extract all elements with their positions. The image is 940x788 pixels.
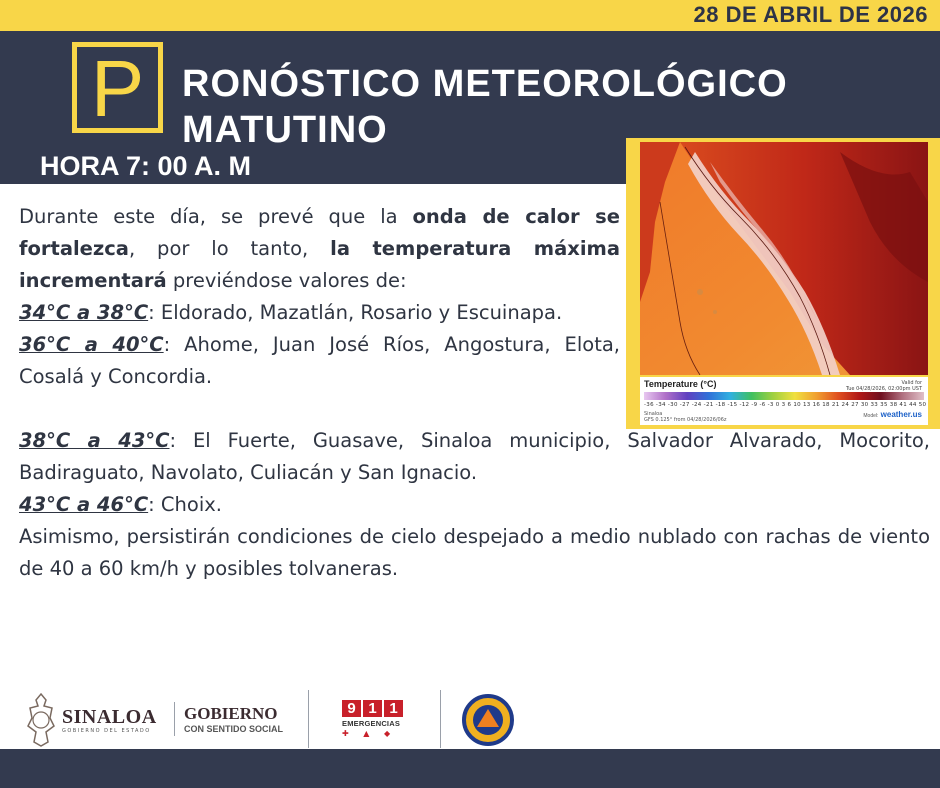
range-places-0: : Eldorado, Mazatlán, Rosario y Escuinapa. [148, 301, 563, 324]
e911-digit: 1 [363, 700, 382, 717]
proteccion-civil-icon [462, 694, 514, 746]
range-item-2 [19, 425, 930, 489]
e911-digit: 1 [384, 700, 403, 717]
title-line-2: MATUTINO [182, 109, 388, 151]
map-region: Sinaloa [644, 411, 663, 417]
date-bar [0, 0, 940, 31]
e911-label: EMERGENCIAS [342, 719, 401, 728]
map-legend [640, 377, 928, 425]
map-model-label: Model: [863, 413, 879, 419]
range-label-1: 36°C a 40°C [19, 333, 164, 356]
range-item-0 [19, 297, 620, 329]
intro-text-2: , por lo tanto, [128, 237, 331, 260]
range-places-2: : El Fuerte, Guasave, Sinaloa municipio, Salvador Alvarado, Mocorito, Badiraguato, Navolato, Culiacán y San Ignacio. [19, 429, 930, 484]
footer-band [0, 749, 940, 788]
forecast-hour: HORA 7: 00 A. M [40, 151, 252, 181]
forecast-body [19, 201, 620, 393]
date-label: 28 DE ABRIL DE 2026 [693, 2, 928, 27]
map-brand-name: weather.us [880, 410, 922, 419]
map-model-run: GFS 0.125° from 04/28/2026/06z [644, 417, 727, 423]
sinaloa-logo-text: SINALOA [62, 706, 157, 728]
range-item-3 [19, 489, 930, 521]
logo-divider-2 [308, 690, 309, 748]
temperature-map-graphic [640, 142, 928, 375]
map-brand [863, 410, 922, 419]
range-places-1: : Ahome, Juan José Ríos, Angostura, Elota, Cosalá y Concordia. [19, 333, 620, 388]
legend-title: Temperature (°C) [644, 379, 717, 389]
intro-text-1: Durante este día, se prevé que la [19, 205, 413, 228]
intro-paragraph [19, 201, 620, 297]
valid-for-label: Valid for [901, 380, 922, 386]
title-line-1: RONÓSTICO METEOROLÓGICO [182, 63, 788, 105]
temperature-map [640, 142, 928, 375]
range-item-1 [19, 329, 620, 393]
legend-color-bar [644, 392, 924, 400]
range-label-0: 34°C a 38°C [19, 301, 149, 324]
logo-divider-1 [174, 702, 175, 736]
range-label-2: 38°C a 43°C [19, 429, 170, 452]
legend-scale: -36 -34 -30 -27 -24 -21 -18 -15 -12 -9 -6 -3 0 3 6 10 13 16 18 21 24 27 30 33 35 38 41 44 50 [644, 402, 927, 408]
footer-logos [24, 690, 524, 750]
gobierno-logo-subtext: CON SENTIDO SOCIAL [184, 724, 284, 734]
e911-service-icons: ✚ ▲ ◆ [342, 729, 397, 738]
map-footer [644, 411, 727, 423]
temperature-map-frame [626, 138, 940, 429]
e911-digit: 9 [342, 700, 361, 717]
e911-digits [342, 700, 404, 717]
intro-bold-2: la temperatura máxima incrementará [19, 237, 620, 292]
range-places-3: : Choix. [148, 493, 222, 516]
title-initial-box [72, 42, 163, 133]
valid-for-date: Tue 04/28/2026, 02:00pm UST [845, 386, 922, 392]
intro-bold-1: onda de calor se fortalezca [19, 205, 620, 260]
sinaloa-logo-subtext: GOBIERNO DEL ESTADO [62, 728, 151, 734]
valid-for [846, 380, 922, 392]
title-initial: P [90, 44, 145, 133]
state-seal-icon [24, 692, 58, 748]
forecast-body-wide [19, 425, 930, 585]
logo-divider-3 [440, 690, 441, 748]
closing-paragraph: Asimismo, persistirán condiciones de cielo despejado a medio nublado con rachas de viento de 40 a 60 km/h y posibles tolvaneras. [19, 525, 930, 580]
gobierno-logo-text: GOBIERNO [184, 704, 278, 723]
intro-text-3: previéndose valores de: [166, 269, 407, 292]
emergencias-911-logo [342, 700, 404, 746]
range-label-3: 43°C a 46°C [19, 493, 149, 516]
